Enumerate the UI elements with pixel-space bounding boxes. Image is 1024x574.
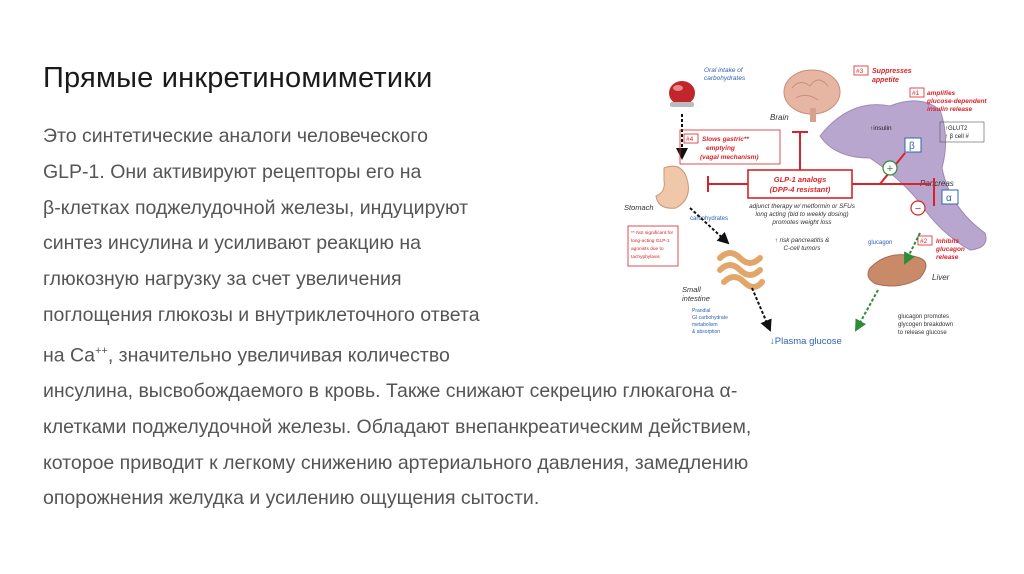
body-line: инсулина, высвобождаемого в кровь. Также снижают секрецию глюкагона α-: [43, 380, 738, 403]
small-intestine-label: Small intestine: [682, 285, 710, 303]
tag-3: #3: [856, 68, 864, 75]
glucagon-promotes-text: glucagon promotes glycogen breakdown to release glucose: [898, 314, 954, 336]
ca-superscript: ++: [94, 344, 108, 357]
intestine-to-plasma-arrow: [752, 288, 770, 330]
stomach-label: Stomach: [624, 203, 654, 212]
brain-label: Brain: [770, 113, 789, 122]
insulin-up-label: ↑insulin: [870, 125, 892, 132]
body-line: Это синтетические аналоги человеческого: [43, 125, 428, 147]
ca-prefix: на Ca: [43, 344, 95, 367]
pancreas-label: Pancreas: [920, 179, 954, 188]
food-bowl-icon: [669, 81, 695, 107]
risk-text: ↑ risk pancreatitis & C-cell tumors: [774, 237, 830, 252]
minus-sign: −: [914, 203, 922, 215]
inhibits-glucagon-label: Inhibits glucagon release: [936, 238, 965, 261]
not-significant-note: ** Not significant for long-acting GLP-1 agonists due to tachyphylaxis: [631, 231, 674, 260]
beta-cell-label: β: [909, 141, 915, 152]
stomach-icon: [656, 166, 688, 208]
stomach-to-intestine-arrow: [690, 208, 728, 243]
slide-title: Прямые инкретиномиметики: [43, 62, 433, 94]
body-line: β-клетках поджелудочной железы, индуцируют: [43, 196, 469, 219]
brain-icon: [784, 70, 840, 122]
glut2-label: ↑GLUT2 ↑ β cell #: [945, 126, 969, 140]
plasma-glucose-label: ↓Plasma glucose: [770, 336, 842, 347]
body-line: которое приводит к легкому снижению артериального давления, замедлению: [43, 451, 749, 474]
tag-4: #4: [686, 136, 694, 143]
slows-gastric-label: Slows gastric** emptying (vagal mechanism): [700, 136, 759, 161]
body-line: глюкозную нагрузку за счет увеличения: [43, 268, 402, 291]
liver-to-plasma-arrow: [856, 290, 878, 330]
liver-label: Liver: [932, 273, 950, 282]
carbohydrates-label: carbohydrates: [690, 216, 729, 222]
body-line: синтез инсулина и усиливают реакцию на: [43, 232, 422, 255]
liver-icon: [868, 255, 926, 286]
body-line: клетками поджелудочной железы. Обладают внепанкреатическим действием,: [43, 415, 752, 438]
adjunct-therapy-text: adjunct therapy w/ metformin or SFUs long acting (bid to weekly dosing) promotes weight loss: [749, 203, 855, 226]
body-line: поглощения глюкозы и внутриклеточного ответа: [43, 303, 480, 326]
body-line: опорожнения желудка и усилению ощущения сытости.: [43, 487, 540, 510]
glp1-analogs-label: GLP-1 analogs (DPP-4 resistant): [769, 175, 831, 194]
alpha-cell-label: α: [946, 193, 952, 204]
glp1-mechanism-diagram: [620, 58, 1000, 358]
suppresses-appetite-label: Suppresses appetite: [872, 68, 912, 84]
ca-suffix: , значительно увеличивая количество: [107, 344, 450, 367]
tag-1: #1: [912, 90, 920, 97]
plus-sign: +: [886, 163, 894, 175]
glucagon-label: glucagon: [868, 240, 893, 246]
tag-2: #2: [920, 238, 928, 245]
small-intestine-icon: [720, 253, 762, 287]
oral-intake-label: Oral intake of carbohydrates: [704, 67, 746, 82]
amplifies-label: amplifies glucose-dependent insulin release: [927, 90, 987, 113]
body-line: GLP-1. Они активируют рецепторы его на: [43, 160, 422, 183]
prandial-label: Prandial GI carbohydrate metabolism & absorption: [692, 308, 728, 335]
